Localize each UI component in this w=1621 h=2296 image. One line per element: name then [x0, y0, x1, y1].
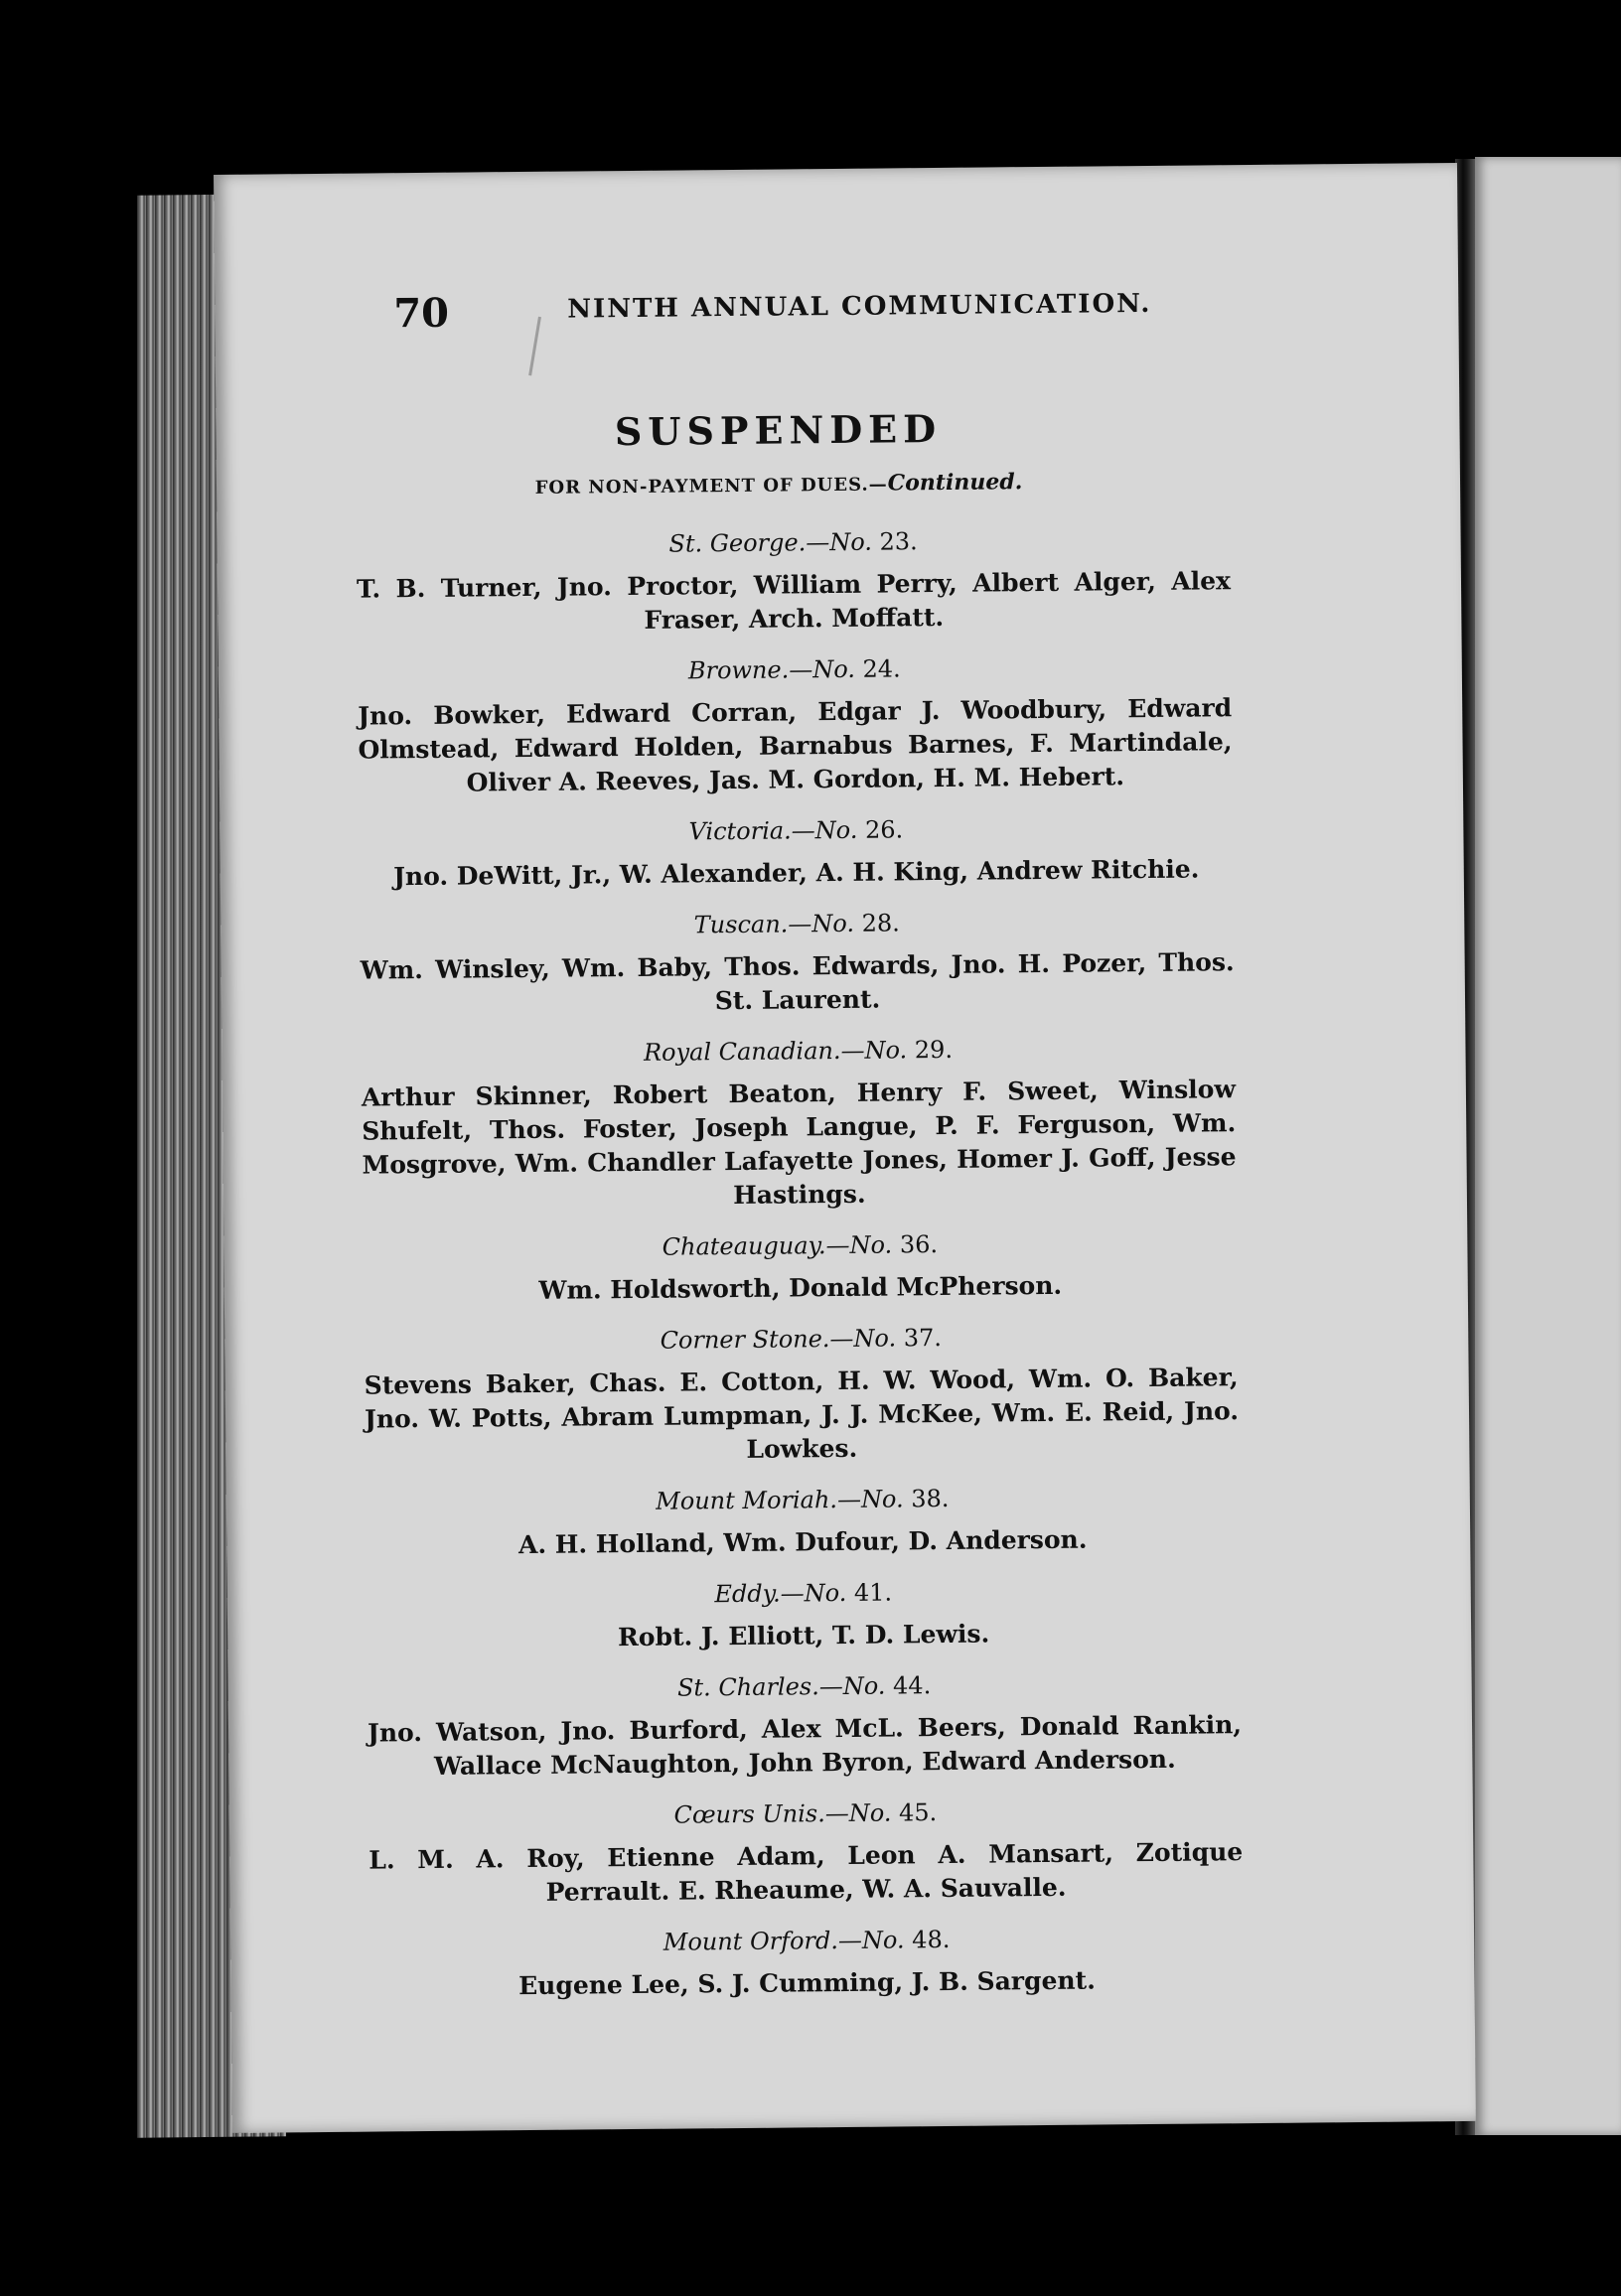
lodge-entry	[367, 1575, 1242, 1656]
lodge-heading	[363, 1227, 1237, 1263]
lodge-name: Tuscan.—No.	[693, 909, 855, 939]
lodge-entry	[363, 1227, 1238, 1309]
lodge-members: Stevens Baker, Chas. E. Cotton, H. W. Wood, Wm. O. Baker, Jno. W. Potts, Abram Lumpman, J. J. McKee, Wm. E. Reid, Jno. Lowkes.	[364, 1363, 1240, 1464]
section-subtitle-text: FOR NON-PAYMENT OF DUES.—	[534, 474, 888, 499]
lodge-number: 37.	[903, 1324, 943, 1353]
lodge-members: Wm. Holdsworth, Donald McPherson.	[538, 1270, 1063, 1305]
lodge-name: St. Charles.—No.	[676, 1671, 886, 1702]
lodge-number: 24.	[862, 654, 901, 683]
lodge-number: 38.	[911, 1484, 950, 1513]
lodge-members: Arthur Skinner, Robert Beaton, Henry F. Sweet, Winslow Shufelt, Thos. Foster, Joseph Langue, P. F. Ferguson, Wm. Mosgrove, Wm. Chandler Lafayette Jones, Homer J. Goff, Jesse Hastings.	[361, 1075, 1237, 1211]
lodge-entry	[359, 812, 1234, 894]
lodge-entry	[366, 1482, 1241, 1563]
lodge-heading	[358, 651, 1232, 687]
lodge-name: Mount Orford.—No.	[663, 1926, 905, 1956]
lodge-heading	[360, 906, 1234, 941]
lodge-members: Jno. Watson, Jno. Burford, Alex McL. Beers, Donald Rankin, Wallace McNaughton, John Byron, Edward Anderson.	[367, 1710, 1243, 1781]
lodge-members: Wm. Winsley, Wm. Baby, Thos. Edwards, Jno. H. Pozer, Thos. St. Laurent.	[360, 947, 1235, 1016]
lodge-number: 44.	[892, 1671, 932, 1700]
lodge-name: Eddy.—No.	[714, 1578, 847, 1609]
section-title: SUSPENDED	[614, 405, 943, 455]
lodge-name: Browne.—No.	[687, 654, 856, 685]
running-head: NINTH ANNUAL COMMUNICATION.	[567, 288, 1152, 325]
lodge-heading	[364, 1321, 1238, 1357]
section-subtitle	[217, 466, 1341, 502]
lodge-entry	[364, 1321, 1239, 1470]
lodge-name: Corner Stone.—No.	[660, 1324, 897, 1355]
lodge-entry	[368, 1668, 1243, 1784]
lodge-number: 36.	[899, 1230, 939, 1259]
lodge-heading	[361, 1033, 1235, 1069]
lodge-heading	[368, 1795, 1243, 1831]
lodge-entry	[360, 906, 1235, 1021]
page-header	[215, 280, 1459, 352]
lodge-members: A. H. Holland, Wm. Dufour, D. Anderson.	[517, 1524, 1088, 1560]
lodge-number: 29.	[914, 1035, 954, 1065]
lodge-heading	[359, 812, 1233, 848]
lodge-entry	[368, 1795, 1244, 1911]
lodge-heading	[368, 1668, 1242, 1704]
lodge-members: L. M. A. Roy, Etienne Adam, Leon A. Mansart, Zotique Perrault. E. Rheaume, W. A. Sauvalle.	[368, 1837, 1244, 1907]
lodge-members: Jno. DeWitt, Jr., W. Alexander, A. H. King, Andrew Ritchie.	[392, 854, 1200, 892]
lodge-name: Cœurs Unis.—No.	[673, 1798, 892, 1829]
lodge-members: Robt. J. Elliott, T. D. Lewis.	[617, 1619, 990, 1652]
lodge-members: Eugene Lee, S. J. Cumming, J. B. Sargent.	[518, 1965, 1096, 2001]
lodge-number: 23.	[879, 527, 918, 556]
facing-page	[1475, 157, 1621, 2135]
lodge-name: Mount Moriah.—No.	[656, 1485, 904, 1515]
lodge-number: 26.	[864, 815, 904, 844]
lodge-number: 48.	[912, 1925, 951, 1954]
lodge-members: Jno. Bowker, Edward Corran, Edgar J. Woodbury, Edward Olmstead, Edward Holden, Barnabus Barnes, F. Martindale, Oliver A. Reeves, Jas. M. Gordon, H. M. Hebert.	[358, 693, 1233, 797]
lodge-number: 41.	[853, 1578, 893, 1607]
lodge-heading	[369, 1923, 1244, 1958]
lodge-entry	[358, 651, 1233, 800]
lodge-entry	[356, 524, 1231, 640]
lodge-name: Victoria.—No.	[688, 815, 858, 846]
lodge-heading	[367, 1575, 1241, 1611]
lodge-name: St. George.—No.	[668, 527, 873, 558]
lodge-members: T. B. Turner, Jno. Proctor, William Perry, Albert Alger, Alex Fraser, Arch. Moffatt.	[356, 566, 1232, 635]
lodge-list	[356, 514, 1244, 2024]
lodge-heading	[366, 1482, 1240, 1517]
lodge-name: Chateauguay.—No.	[662, 1230, 893, 1261]
page-number: 70	[393, 289, 450, 338]
section-subtitle-continued: Continued.	[887, 469, 1023, 497]
book-page	[214, 163, 1476, 2133]
lodge-entry	[361, 1033, 1237, 1216]
lodge-entry	[369, 1923, 1245, 2004]
lodge-heading	[356, 524, 1230, 560]
lodge-name: Royal Canadian.—No.	[643, 1036, 908, 1067]
lodge-number: 45.	[898, 1798, 938, 1827]
lodge-number: 28.	[861, 909, 900, 937]
